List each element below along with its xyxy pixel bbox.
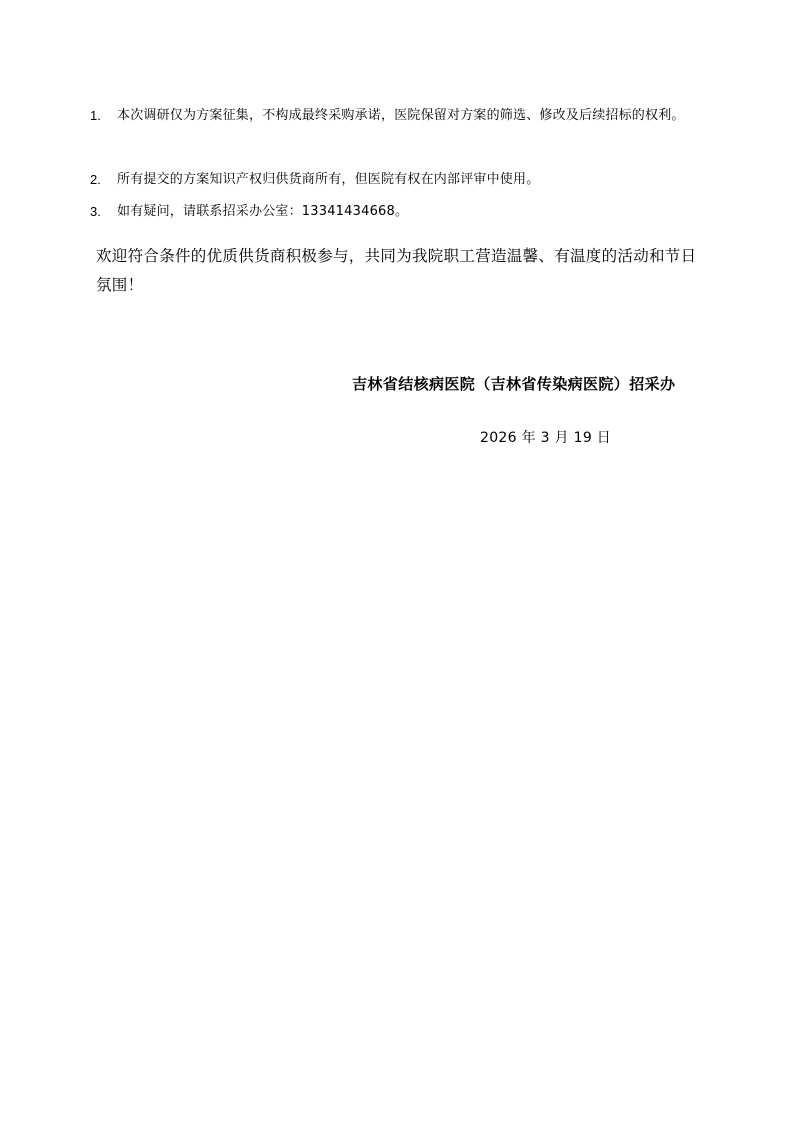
note-text: 本次调研仅为方案征集，不构成最终采购承诺，医院保留对方案的筛选、修改及后续招标的权利。	[117, 108, 685, 123]
signature-organization: 吉林省结核病医院（吉林省传染病医院）招采办	[352, 375, 676, 393]
note-item-3	[90, 196, 702, 228]
note-item-2	[90, 164, 702, 196]
note-number: 1.	[90, 108, 101, 123]
note-number: 2.	[90, 172, 101, 187]
welcome-paragraph: 欢迎符合条件的优质供货商积极参与，共同为我院职工营造温馨、有温度的活动和节日氛围！	[96, 247, 697, 294]
signature-date: 2026 年 3 月 19 日	[480, 430, 612, 446]
notes-list	[90, 100, 702, 228]
note-text: 如有疑问，请联系招采办公室：13341434668。	[117, 204, 409, 219]
note-number: 3.	[90, 204, 101, 219]
note-item-1	[90, 100, 702, 164]
note-text: 所有提交的方案知识产权归供货商所有，但医院有权在内部评审中使用。	[117, 172, 540, 187]
